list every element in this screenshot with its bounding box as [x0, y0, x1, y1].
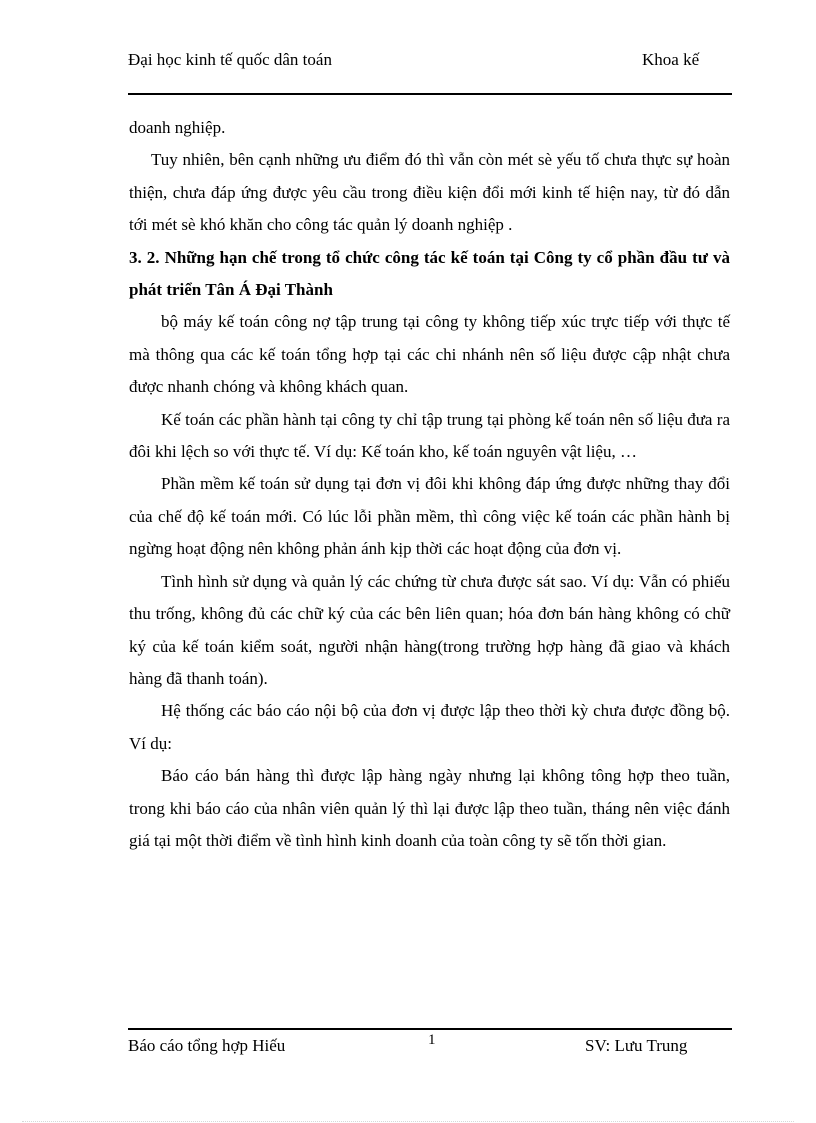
page-bottom-edge	[22, 1121, 794, 1122]
paragraph-continuation: doanh nghiệp.	[129, 118, 226, 137]
section-heading: 3. 2. Những hạn chế trong tổ chức công tác kế toán tại Công ty cổ phần đầu tư và phát triển Tân Á Đại Thành	[129, 247, 730, 300]
paragraph-sales-reports: Báo cáo bán hàng thì được lập hàng ngày nhưng lại không tông hợp theo tuần, trong khi báo cáo của nhân viên quản lý thì lại được lập theo tuần, tháng nên việc đánh giá tại một thời điểm về tình hình kinh doanh của toàn công ty sẽ tốn thời gian.	[129, 766, 730, 850]
footer-student-name: SV: Lưu Trung	[585, 1036, 688, 1055]
paragraph-limitations-intro: Tuy nhiên, bên cạnh những ưu điểm đó thì vẫn còn mét sè yếu tố chưa thực sự hoàn thiện, chưa đáp ứng được yêu cầu trong điều kiện đổi mới kinh tế hiện nay, từ đó dẫn tới mét sè khó khăn cho công tác quản lý doanh nghiệp .	[129, 150, 730, 235]
page-number: 1	[428, 1032, 436, 1048]
page-footer	[128, 1028, 732, 1078]
paragraph-documents: Tình hình sử dụng và quản lý các chứng từ chưa được sát sao. Ví dụ: Vẫn có phiếu thu trống, không đủ các chữ ký của các bên liên quan; hóa đơn bán hàng không có chữ ký của kế toán kiểm soát, người nhận hàng(trong trường hợp hàng đã giao và khách hàng đã thanh toán).	[129, 571, 730, 688]
footer-report-title: Báo cáo tổng hợp Hiếu	[128, 1036, 286, 1055]
header-university: Đại học kinh tế quốc dân toán	[128, 50, 332, 69]
paragraph-accounting-sections: Kế toán các phần hành tại công ty chỉ tập trung tại phòng kế toán nên số liệu đưa ra đôi khi lệch so với thực tế. Ví dụ: Kế toán kho, kế toán nguyên vật liệu, …	[129, 409, 730, 462]
paragraph-software: Phần mềm kế toán sử dụng tại đơn vị đôi khi không đáp ứng được những thay đổi của chế độ kế toán mới. Có lúc lỗi phần mềm, thì công việc kế toán các phần hành bị ngừng hoạt động nên không phản ánh kịp thời các hoạt động của đơn vị.	[129, 474, 730, 559]
header-faculty: Khoa kế	[642, 50, 700, 69]
paragraph-accounting-apparatus: bộ máy kế toán công nợ tập trung tại công ty không tiếp xúc trực tiếp với thực tế mà thông qua các kế toán tổng hợp tại các chi nhánh nên số liệu được cập nhật chưa được nhanh chóng và không khách quan.	[129, 312, 730, 397]
page-header	[128, 50, 732, 95]
paragraph-internal-reports: Hệ thống các báo cáo nội bộ của đơn vị được lập theo thời kỳ chưa được đồng bộ. Ví dụ:	[129, 701, 730, 753]
document-body	[129, 112, 730, 857]
